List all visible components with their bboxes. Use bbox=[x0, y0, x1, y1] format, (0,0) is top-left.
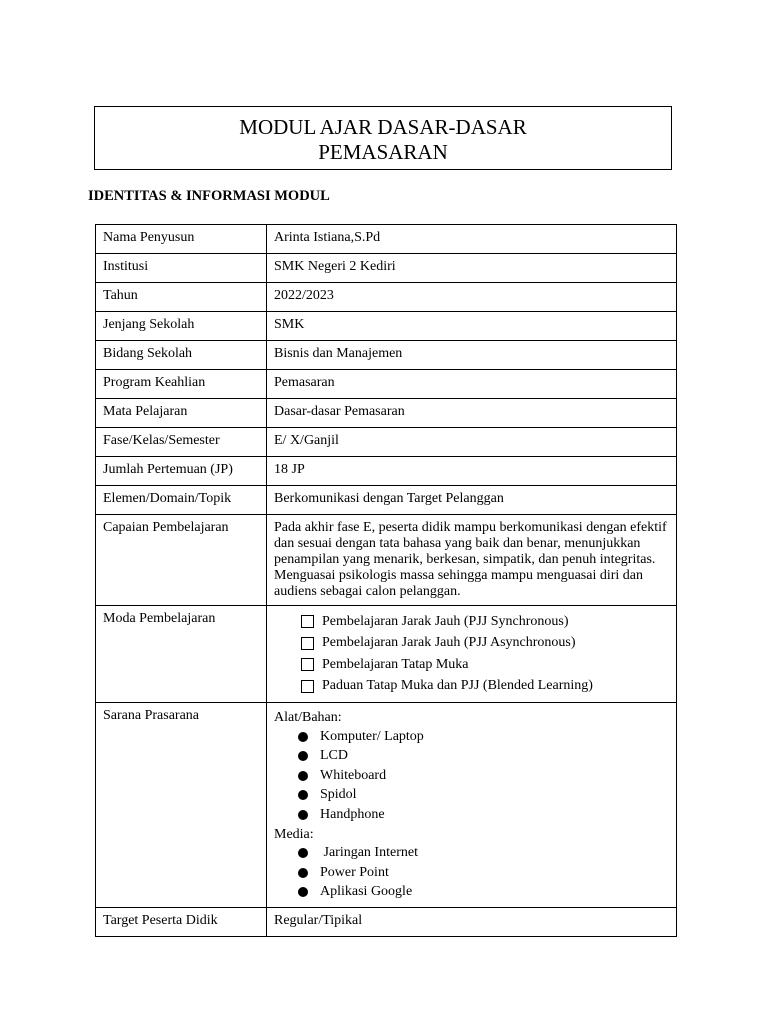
media-list bbox=[274, 844, 670, 903]
list-item bbox=[298, 786, 670, 806]
row-label: Nama Penyusun bbox=[96, 225, 267, 254]
row-value: SMK bbox=[267, 312, 677, 341]
sarana-value bbox=[267, 703, 677, 908]
target-label: Target Peserta Didik bbox=[96, 908, 267, 937]
row-label: Tahun bbox=[96, 283, 267, 312]
row-value: SMK Negeri 2 Kediri bbox=[267, 254, 677, 283]
sarana-label: Sarana Prasarana bbox=[96, 703, 267, 908]
alat-item: Komputer/ Laptop bbox=[320, 728, 424, 744]
table-row bbox=[96, 486, 677, 515]
moda-options bbox=[274, 611, 670, 697]
capaian-text: Pada akhir fase E, peserta didik mampu berkomunikasi dengan efektif dan sesuai dengan tata bahasa yang baik dan benar, menunjukkan penampilan yang menarik, berkesan, simpatik, dan penuh integritas. Menguasai psikologis massa sehingga mampu menguasai diri dan audiens sebagai calon pelanggan. bbox=[274, 520, 667, 599]
row-value: Bisnis dan Manajemen bbox=[267, 341, 677, 370]
row-label: Jumlah Pertemuan (JP) bbox=[96, 457, 267, 486]
table-row bbox=[96, 370, 677, 399]
target-value: Regular/Tipikal bbox=[267, 908, 677, 937]
table-row bbox=[96, 341, 677, 370]
row-value: 18 JP bbox=[267, 457, 677, 486]
alat-item: Whiteboard bbox=[320, 767, 387, 783]
row-value: Berkomunikasi dengan Target Pelanggan bbox=[267, 486, 677, 515]
bullet-icon bbox=[298, 887, 308, 897]
section-heading: IDENTITAS & INFORMASI MODUL bbox=[88, 188, 330, 204]
capaian-value bbox=[267, 515, 677, 606]
media-label: Media: bbox=[274, 826, 314, 842]
row-label: Fase/Kelas/Semester bbox=[96, 428, 267, 457]
row-value: E/ X/Ganjil bbox=[267, 428, 677, 457]
bullet-icon bbox=[298, 771, 308, 781]
moda-label: Moda Pembelajaran bbox=[96, 606, 267, 703]
capaian-label: Capaian Pembelajaran bbox=[96, 515, 267, 606]
checkbox-icon[interactable] bbox=[301, 658, 314, 671]
list-item bbox=[298, 805, 670, 825]
media-item: Power Point bbox=[320, 864, 389, 880]
row-value: 2022/2023 bbox=[267, 283, 677, 312]
moda-value bbox=[267, 606, 677, 703]
checkbox-icon[interactable] bbox=[301, 615, 314, 628]
table-row bbox=[96, 225, 677, 254]
alat-list bbox=[274, 727, 670, 825]
row-label: Bidang Sekolah bbox=[96, 341, 267, 370]
table-row bbox=[96, 312, 677, 341]
bullet-icon bbox=[298, 868, 308, 878]
row-value: Pemasaran bbox=[267, 370, 677, 399]
list-item bbox=[298, 747, 670, 767]
table-row bbox=[96, 254, 677, 283]
module-info-table bbox=[95, 224, 677, 937]
module-title-line2: PEMASARAN bbox=[318, 140, 448, 164]
list-item bbox=[298, 766, 670, 786]
list-item bbox=[298, 844, 670, 864]
row-label: Mata Pelajaran bbox=[96, 399, 267, 428]
list-item bbox=[301, 611, 670, 633]
list-item bbox=[298, 883, 670, 903]
bullet-icon bbox=[298, 810, 308, 820]
moda-row bbox=[96, 606, 677, 703]
row-label: Elemen/Domain/Topik bbox=[96, 486, 267, 515]
alat-label: Alat/Bahan: bbox=[274, 710, 342, 725]
checkbox-icon[interactable] bbox=[301, 680, 314, 693]
capaian-row bbox=[96, 515, 677, 606]
bullet-icon bbox=[298, 751, 308, 761]
moda-option-label: Paduan Tatap Muka dan PJJ (Blended Learning) bbox=[322, 678, 593, 694]
bullet-icon bbox=[298, 848, 308, 858]
sarana-row bbox=[96, 703, 677, 908]
table-row bbox=[96, 399, 677, 428]
row-label: Program Keahlian bbox=[96, 370, 267, 399]
list-item bbox=[301, 676, 670, 698]
module-title-box bbox=[94, 106, 672, 170]
row-value: Arinta Istiana,S.Pd bbox=[267, 225, 677, 254]
media-item: Jaringan Internet bbox=[320, 845, 418, 861]
bullet-icon bbox=[298, 790, 308, 800]
alat-item: LCD bbox=[320, 748, 348, 764]
list-item bbox=[298, 863, 670, 883]
table-row bbox=[96, 457, 677, 486]
table-row bbox=[96, 428, 677, 457]
list-item bbox=[298, 727, 670, 747]
row-label: Jenjang Sekolah bbox=[96, 312, 267, 341]
moda-option-label: Pembelajaran Jarak Jauh (PJJ Asynchronous) bbox=[322, 635, 576, 651]
list-item bbox=[301, 633, 670, 655]
alat-item: Spidol bbox=[320, 787, 357, 803]
media-item: Aplikasi Google bbox=[320, 884, 413, 900]
table-row bbox=[96, 283, 677, 312]
target-row bbox=[96, 908, 677, 937]
moda-option-label: Pembelajaran Tatap Muka bbox=[322, 656, 469, 672]
row-value: Dasar-dasar Pemasaran bbox=[267, 399, 677, 428]
moda-option-label: Pembelajaran Jarak Jauh (PJJ Synchronous) bbox=[322, 613, 569, 629]
checkbox-icon[interactable] bbox=[301, 637, 314, 650]
module-title-line1: MODUL AJAR DASAR-DASAR bbox=[239, 115, 527, 139]
row-label: Institusi bbox=[96, 254, 267, 283]
list-item bbox=[301, 654, 670, 676]
alat-item: Handphone bbox=[320, 806, 385, 822]
bullet-icon bbox=[298, 732, 308, 742]
